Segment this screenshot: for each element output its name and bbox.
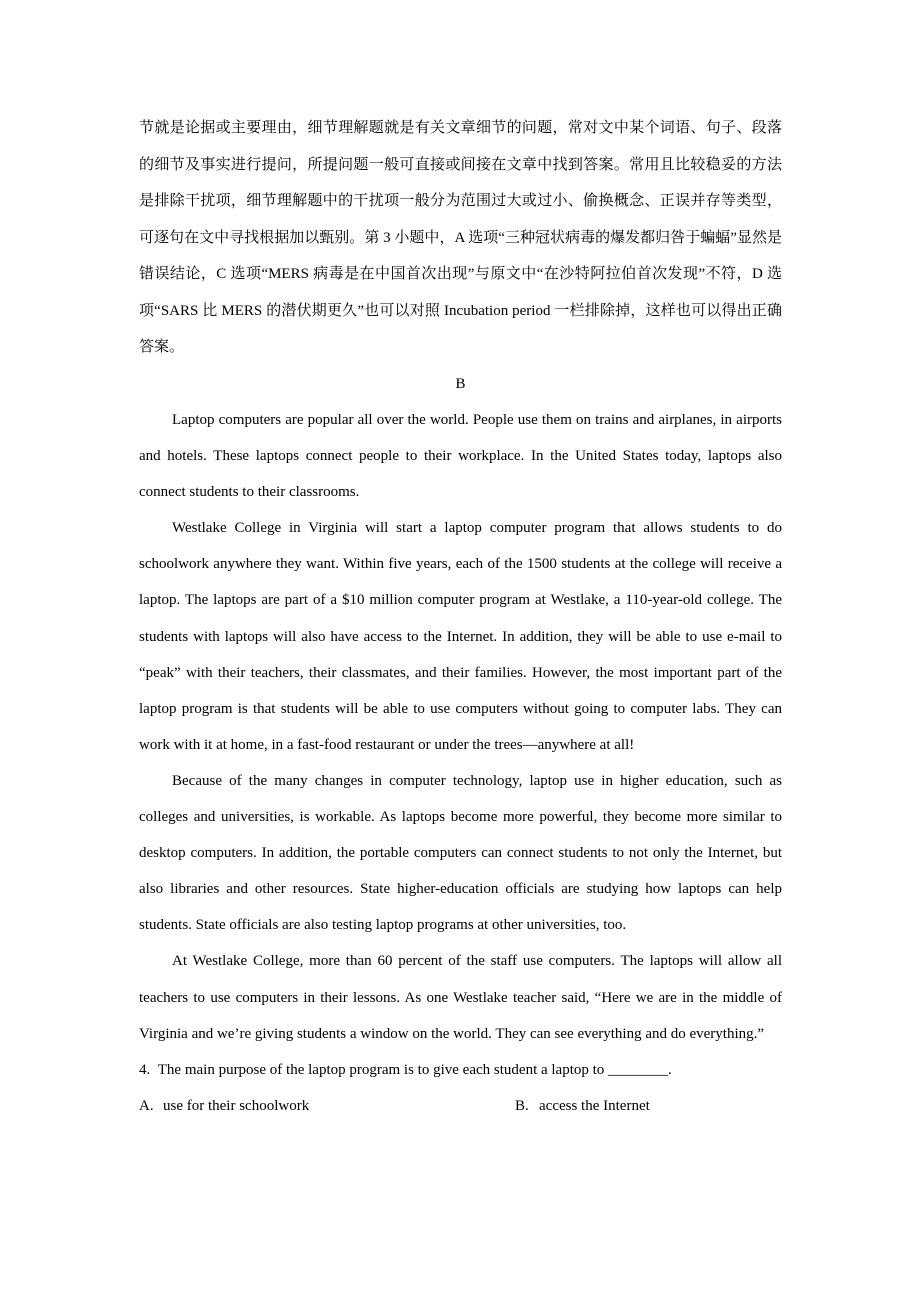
question-4-options bbox=[139, 1088, 782, 1124]
option-b bbox=[515, 1088, 650, 1124]
option-a bbox=[139, 1088, 515, 1124]
passage-paragraph-2: Westlake College in Virginia will start a laptop computer program that allows students to do schoolwork anywhere they want. Within five years, each of the 1500 students at the college will receive a laptop. The laptops are part of a $10 million computer program at Westlake, a 110-year-old college. The students with laptops will also have access to the Internet. In addition, they will be able to use e-mail to “peak” with their teachers, their classmates, and their families. However, the most important part of the laptop program is that students will be able to use computers without going to computer labs. They can work with it at home, in a fast-food restaurant or under the trees—anywhere at all! bbox=[139, 520, 782, 753]
reading-passage bbox=[139, 402, 782, 1052]
question-4 bbox=[139, 1052, 782, 1088]
analysis-paragraph: 节就是论据或主要理由，细节理解题就是有关文章细节的问题，常对文中某个词语、句子、段落的细节及事实进行提问，所提问题一般可直接或间接在文章中找到答案。常用且比较稳妥的方法是排除干扰项，细节理解题中的干扰项一般分为范围过大或过小、偷换概念、正误并存等类型，可逐句在文中寻找根据加以甄别。第 3 小题中，A 选项“三种冠状病毒的爆发都归咎于蝙蝠”显然是错误结论，C 选项“MERS 病毒是在中国首次出现”与原文中“在沙特阿拉伯首次发现”不符，D 选项“SARS 比 MERS 的潜伏期更久”也可以对照 Incubation period 一栏排除掉，这样也可以得出正确答案。 bbox=[139, 120, 782, 355]
question-number: 4. bbox=[139, 1061, 151, 1078]
option-a-text: use for their schoolwork bbox=[163, 1097, 310, 1114]
section-title: B bbox=[455, 375, 466, 392]
option-b-text: access the Internet bbox=[539, 1097, 650, 1114]
question-text: The main purpose of the laptop program is to give each student a laptop to ________. bbox=[157, 1061, 672, 1078]
passage-paragraph-3: Because of the many changes in computer technology, laptop use in higher education, such as colleges and universities, is workable. As laptops become more powerful, they become more similar to desktop computers. In addition, the portable computers can connect students to not only the Internet, but also libraries and other resources. State higher-education officials are studying how laptops can help students. State officials are also testing laptop programs at other universities, too. bbox=[139, 772, 782, 934]
passage-paragraph-1: Laptop computers are popular all over the world. People use them on trains and airplanes, in airports and hotels. These laptops connect people to their workplace. In the United States today, laptops also connect students to their classrooms. bbox=[139, 412, 782, 501]
option-a-letter: A. bbox=[139, 1097, 154, 1114]
option-b-letter: B. bbox=[515, 1097, 529, 1114]
passage-paragraph-4: At Westlake College, more than 60 percent of the staff use computers. The laptops will allow all teachers to use computers in their lessons. As one Westlake teacher said, “Here we are in the middle of Virginia and we’re giving students a window on the world. They can see everything and do everything.” bbox=[139, 953, 782, 1042]
document-page bbox=[139, 110, 782, 1124]
